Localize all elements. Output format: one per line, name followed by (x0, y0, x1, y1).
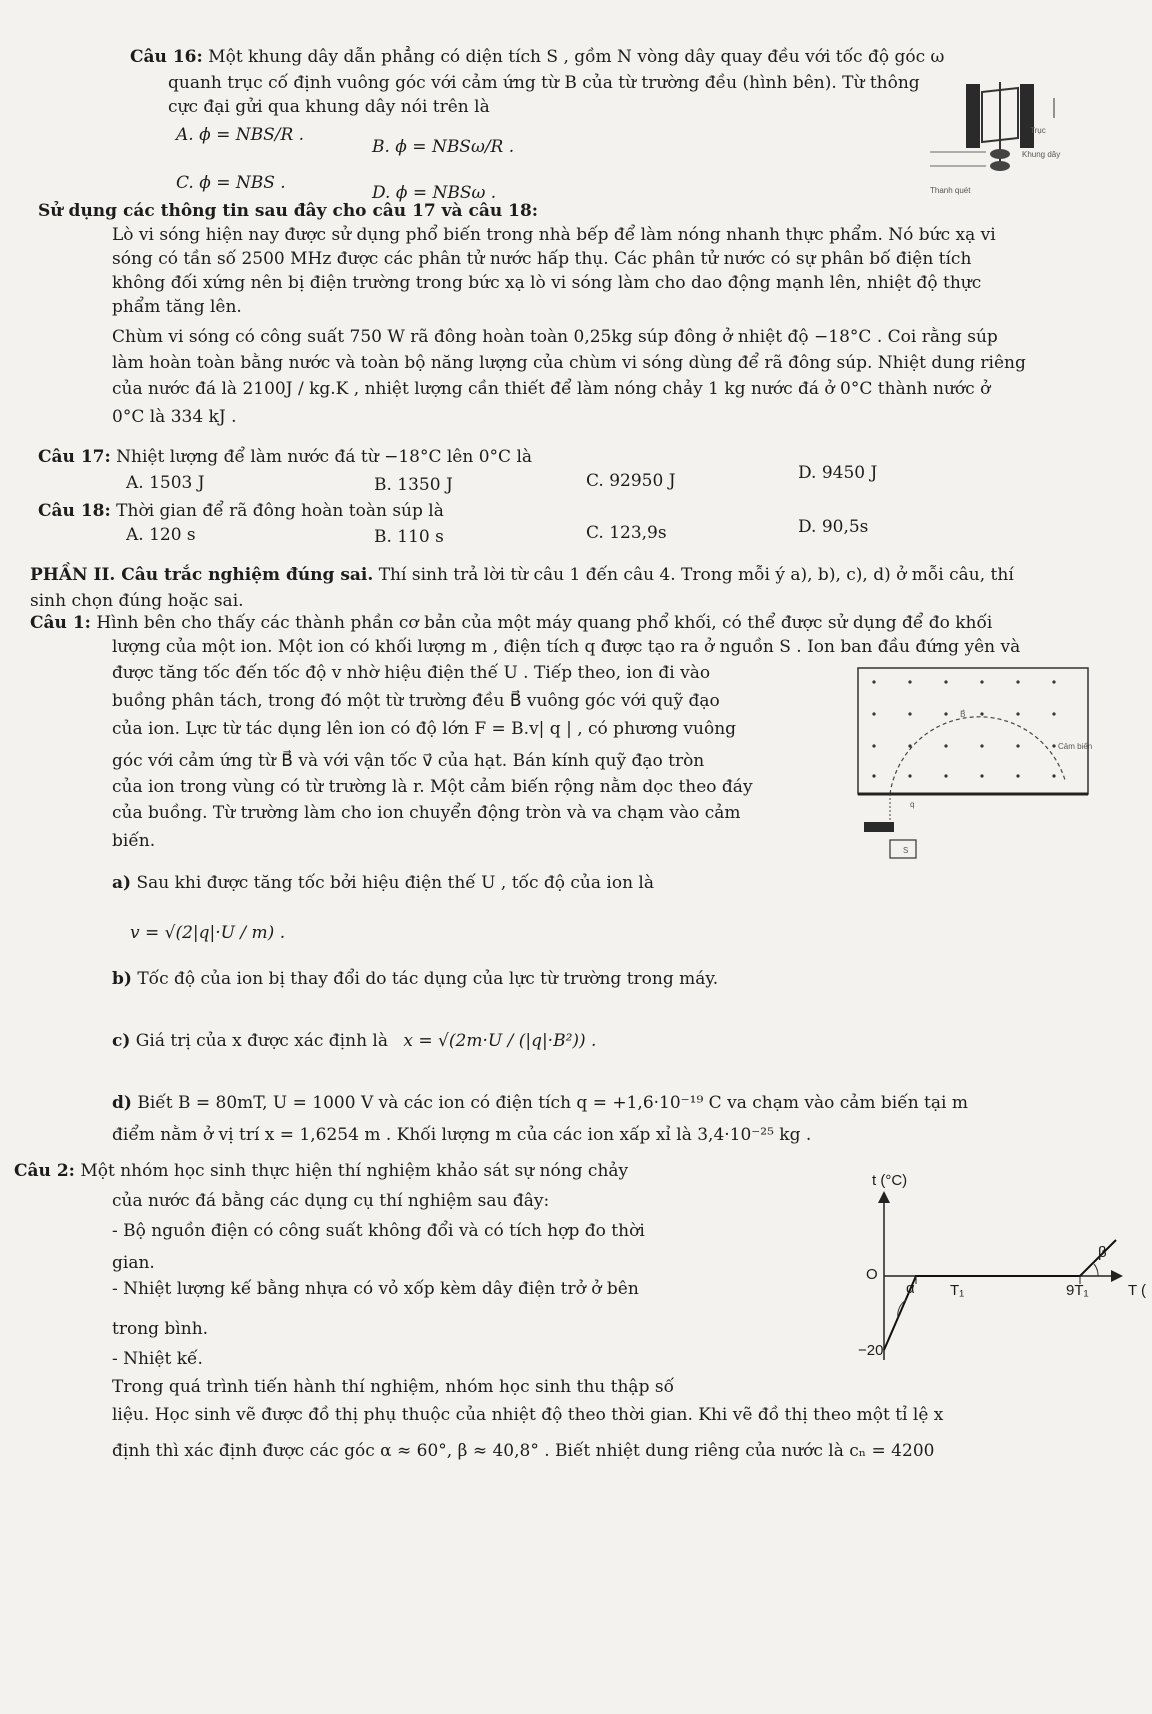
q16-label: Câu 16: (130, 47, 203, 67)
c1-c-formula: x = √(2m·U / (|q|·B²)) . (403, 1031, 597, 1051)
c2-text-3: - Bộ nguồn điện có công suất không đổi và có tích hợp đo thời (112, 1221, 645, 1241)
c1-text-2: lượng của một ion. Một ion có khối lượng m , điện tích q được tạo ra ở nguồn S . Ion ban đầu đứng yên và (112, 637, 1021, 657)
q16-option-b: B. ϕ = NBSω/R . (372, 137, 515, 157)
c1-text-8: của buồng. Từ trường làm cho ion chuyển động tròn và va chạm vào cảm (112, 803, 741, 823)
slip-ring-icon (990, 149, 1010, 159)
part2-heading-rest: Thí sinh trả lời từ câu 1 đến câu 4. Trong mỗi ý a), b), c), d) ở mỗi câu, thí (373, 565, 1014, 585)
magnetic-field-dots-icon (872, 680, 1055, 777)
c1-text-4: buồng phân tách, trong đó một từ trường đều B⃗ vuông góc với quỹ đạo (112, 691, 720, 711)
intro-para1-line3: không đối xứng nên bị điện trường trong bức xạ lò vi sóng làm cho dao động mạnh lên, nhiệt độ thực (112, 273, 982, 293)
q16-text-1: Một khung dây dẫn phẳng có diện tích S , gồm N vòng dây quay đều với tốc độ góc ω (208, 47, 945, 67)
c1-item-b (112, 968, 718, 990)
intro-para2-line2: làm hoàn toàn bằng nước và toàn bộ năng lượng của chùm vi sóng dùng để rã đông súp. Nhiệt dung riêng (112, 353, 1026, 373)
c1-text-3: được tăng tốc đến tốc độ v nhờ hiệu điện thế U . Tiếp theo, ion đi vào (112, 663, 711, 683)
fig-label-sensor: Cảm biến (1058, 742, 1093, 751)
c1-c-label: c) (112, 1031, 131, 1051)
q18-option-b: B. 110 s (374, 527, 444, 547)
q16-text-2: quanh trục cố định vuông góc với cảm ứng từ B của từ trường đều (hình bên). Từ thông (168, 73, 920, 93)
beta-arc-icon (1094, 1264, 1098, 1276)
c1-a-text: Sau khi được tăng tốc bởi hiệu điện thế U , tốc độ của ion là (131, 873, 654, 893)
temperature-time-graph (850, 1180, 1150, 1370)
c2-line-1 (14, 1160, 628, 1182)
c1-item-d (112, 1092, 968, 1114)
fig-label-ion: q (910, 800, 915, 809)
c1-text-9: biến. (112, 831, 156, 851)
fig-label-source: S (903, 846, 909, 855)
q16-line-1 (130, 46, 944, 68)
q16-option-d: D. ϕ = NBSω . (372, 183, 497, 203)
c1-b-text: Tốc độ của ion bị thay đổi do tác dụng của lực từ trường trong máy. (131, 969, 719, 989)
c1-text-5: của ion. Lực từ tác dụng lên ion có độ lớn F = B.v| q | , có phương vuông (112, 719, 737, 739)
graph-9t1: 9T₁ (1066, 1282, 1089, 1299)
c1-item-a (112, 872, 654, 894)
c1-text-6: góc với cảm ứng từ B⃗ và với vận tốc v⃗ của hạt. Bán kính quỹ đạo tròn (112, 751, 705, 771)
magnet-right-icon (1020, 84, 1034, 148)
q16-option-c: C. ϕ = NBS . (176, 173, 286, 193)
q18-text: Thời gian để rã đông hoàn toàn súp là (116, 501, 444, 521)
c1-c-text: Giá trị của x được xác định là (130, 1031, 388, 1051)
magnet-left-icon (966, 84, 980, 148)
q16-text-3: cực đại gửi qua khung dây nói trên là (168, 97, 490, 117)
graph-t1: T₁ (950, 1282, 965, 1299)
intro-para2-line4: 0°C là 334 kJ . (112, 407, 237, 427)
intro-para1-line1: Lò vi sóng hiện nay được sử dụng phổ biến trong nhà bếp để làm nóng nhanh thực phẩm. Nó bức xạ vi (112, 225, 996, 245)
graph-y-label: t (°C) (872, 1172, 908, 1189)
generator-figure (920, 78, 1070, 198)
c2-text-7: - Nhiệt kế. (112, 1349, 203, 1369)
c2-text-4: gian. (112, 1253, 155, 1273)
q18-stem (38, 500, 444, 522)
q17-label: Câu 17: (38, 447, 111, 467)
q16-option-a: A. ϕ = NBS/R . (176, 125, 305, 145)
part2-heading-line1 (30, 564, 1014, 586)
q18-option-a: A. 120 s (126, 525, 196, 545)
q17-text: Nhiệt lượng để làm nước đá từ −18°C lên 0°C là (116, 447, 533, 467)
c1-d-label: d) (112, 1093, 132, 1113)
intro-para2-line3: của nước đá là 2100J / kg.K , nhiệt lượng cần thiết để làm nóng chảy 1 kg nước đá ở 0°C thành nước ở (112, 379, 991, 399)
graph-y-min: −20 (858, 1342, 884, 1359)
c1-text-7: của ion trong vùng có từ trường là r. Một cảm biến rộng nằm dọc theo đáy (112, 777, 753, 797)
mass-spectrometer-figure (850, 662, 1100, 862)
c2-text-2: của nước đá bằng các dụng cụ thí nghiệm sau đây: (112, 1191, 550, 1211)
q18-option-c: C. 123,9s (586, 523, 667, 543)
graph-beta: β (1098, 1244, 1107, 1261)
q17-option-a: A. 1503 J (126, 473, 205, 493)
shared-intro-heading: Sử dụng các thông tin sau đây cho câu 17 và câu 18: (38, 201, 539, 221)
part2-heading-line2: sinh chọn đúng hoặc sai. (30, 591, 244, 611)
c2-para-3: định thì xác định được các góc α ≈ 60°, β ≈ 40,8° . Biết nhiệt dung riêng của nước là cₙ = 4200 (112, 1441, 935, 1461)
graph-x-label: T ( (1128, 1282, 1147, 1299)
q18-label: Câu 18: (38, 501, 111, 521)
c2-text-5: - Nhiệt lượng kế bằng nhựa có vỏ xốp kèm dây điện trở ở bên (112, 1279, 639, 1299)
c1-item-c (112, 1030, 596, 1052)
c2-text-1: Một nhóm học sinh thực hiện thí nghiệm khảo sát sự nóng chảy (80, 1161, 629, 1181)
c1-d-text: Biết B = 80mT, U = 1000 V và các ion có điện tích q = +1,6·10⁻¹⁹ C va chạm vào cảm biến tại m (131, 1093, 968, 1113)
c1-a-label: a) (112, 873, 132, 893)
intro-para2-line1: Chùm vi sóng có công suất 750 W rã đông hoàn toàn 0,25kg súp đông ở nhiệt độ −18°C . Coi rằng súp (112, 327, 998, 347)
q17-option-c: C. 92950 J (586, 471, 676, 491)
intro-para1-line4: phẩm tăng lên. (112, 297, 242, 317)
c2-para-1: Trong quá trình tiến hành thí nghiệm, nhóm học sinh thu thập số (112, 1377, 674, 1397)
c1-text-1: Hình bên cho thấy các thành phần cơ bản của một máy quang phổ khối, có thể được sử dụng để đo khối (96, 613, 993, 633)
intro-para1-line2: sóng có tần số 2500 MHz được các phân tử nước hấp thụ. Các phân tử nước có sự phân bố điện tích (112, 249, 972, 269)
slip-ring-icon (990, 161, 1010, 171)
c1-a-formula: v = √(2|q|·U / m) . (130, 923, 286, 943)
c2-para-2: liệu. Học sinh vẽ được đồ thị phụ thuộc của nhiệt độ theo thời gian. Khi vẽ đồ thị theo một tỉ lệ x (112, 1405, 944, 1425)
q17-option-b: B. 1350 J (374, 475, 453, 495)
fig-label-brush: Thanh quét (930, 186, 971, 195)
c1-d-text-2: điểm nằm ở vị trí x = 1,6254 m . Khối lượng m của các ion xấp xỉ là 3,4·10⁻²⁵ kg . (112, 1125, 812, 1145)
q18-option-d: D. 90,5s (798, 517, 869, 537)
c1-label: Câu 1: (30, 613, 91, 633)
graph-alpha: α (906, 1280, 915, 1297)
graph-origin: O (866, 1266, 878, 1283)
fig-label-B: B⃗ (960, 710, 966, 719)
c2-text-6: trong bình. (112, 1319, 209, 1339)
accelerator-plate-icon (864, 822, 894, 832)
c1-line-1 (30, 612, 992, 634)
c2-label: Câu 2: (14, 1161, 75, 1181)
ion-trajectory-icon (890, 717, 1065, 794)
q17-stem (38, 446, 532, 468)
q17-option-d: D. 9450 J (798, 463, 878, 483)
fig-label-axis: Trục (1030, 126, 1046, 135)
c1-b-label: b) (112, 969, 132, 989)
fig-label-coil: Khung dây (1022, 150, 1061, 159)
part2-heading: PHẦN II. Câu trắc nghiệm đúng sai. (30, 565, 374, 585)
